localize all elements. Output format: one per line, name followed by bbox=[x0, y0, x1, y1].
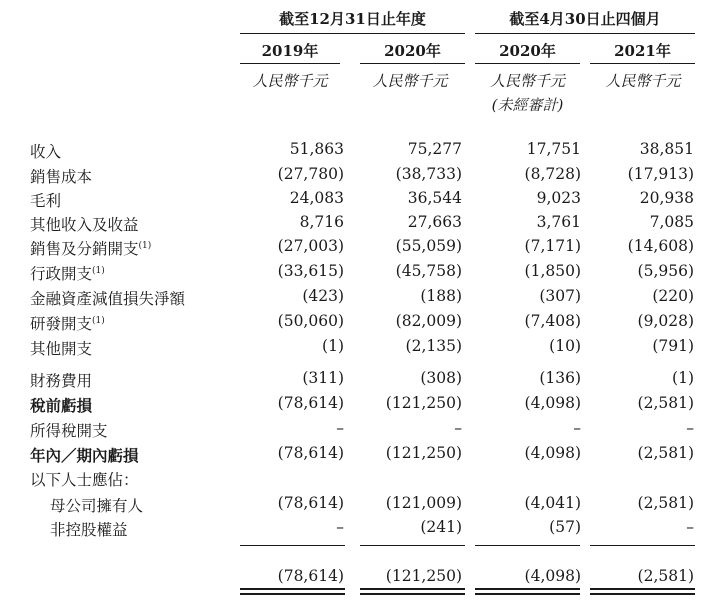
row-value-col-4: 20,938 bbox=[639, 189, 694, 207]
row-value-col-2: (308) bbox=[420, 369, 462, 387]
row-value-col-1: (27,003) bbox=[277, 237, 344, 255]
row-value-col-3: (10) bbox=[549, 337, 581, 355]
row-value-col-4: (791) bbox=[652, 337, 694, 355]
row-value-col-3: (7,171) bbox=[524, 237, 581, 255]
total-double-rule-3 bbox=[475, 588, 580, 595]
row-value-col-3: (307) bbox=[539, 287, 581, 305]
row-value-col-2: (55,059) bbox=[395, 237, 462, 255]
year-col-4: 2021年 bbox=[614, 42, 671, 60]
row-value-col-2: (82,009) bbox=[395, 312, 462, 330]
year-rule-4 bbox=[590, 63, 695, 64]
row-label bbox=[50, 494, 143, 516]
row-label-text: 金融資產減值損失淨額 bbox=[30, 290, 186, 308]
row-value-col-3: (1,850) bbox=[524, 262, 581, 280]
row-value-col-3: (8,728) bbox=[524, 165, 581, 183]
row-value-col-2: (45,758) bbox=[395, 262, 462, 280]
row-label bbox=[30, 189, 61, 211]
row-value-col-3: (136) bbox=[539, 369, 581, 387]
year-col-3: 2020年 bbox=[499, 42, 556, 60]
row-value-col-2: (121,009) bbox=[385, 494, 462, 512]
row-label-text: 非控股權益 bbox=[50, 521, 128, 539]
row-label-text: 銷售及分銷開支 bbox=[30, 240, 139, 258]
row-label-text: 以下人士應佔： bbox=[30, 471, 139, 489]
total-value-col-3: (4,098) bbox=[524, 567, 581, 585]
unaudited-note: (未經審計) bbox=[491, 96, 564, 114]
row-label-text: 年內／期內虧損 bbox=[30, 446, 139, 465]
row-value-col-1: (311) bbox=[302, 369, 344, 387]
row-value-col-3: (4,098) bbox=[524, 444, 581, 462]
row-footnote-marker: (1) bbox=[92, 315, 105, 326]
row-value-col-3: 9,023 bbox=[536, 189, 581, 207]
row-label bbox=[30, 369, 92, 391]
year-col-1: 2019年 bbox=[261, 42, 319, 60]
row-label-text: 研發開支 bbox=[30, 315, 93, 333]
row-label-text: 其他收入及收益 bbox=[30, 216, 139, 234]
total-double-rule-1 bbox=[240, 588, 345, 595]
year-rule-3 bbox=[475, 63, 580, 64]
row-value-col-1: – bbox=[336, 419, 344, 437]
row-value-col-4: (2,581) bbox=[637, 394, 694, 412]
row-value-col-1: 24,083 bbox=[289, 189, 344, 207]
group-header-four-months-rule bbox=[475, 33, 695, 34]
total-double-rule-4 bbox=[590, 588, 695, 595]
row-label-text: 母公司擁有人 bbox=[50, 497, 144, 515]
row-label bbox=[30, 213, 139, 235]
row-value-col-4: – bbox=[686, 419, 694, 437]
row-label bbox=[30, 394, 92, 416]
unit-col-3: 人民幣千元 bbox=[489, 72, 565, 90]
row-value-col-3: (4,098) bbox=[524, 394, 581, 412]
row-value-col-3: (57) bbox=[549, 518, 581, 536]
total-value-col-4: (2,581) bbox=[637, 567, 694, 585]
group-header-four-months: 截至4月30日止四個月 bbox=[509, 10, 661, 28]
row-value-col-2: (121,250) bbox=[385, 444, 462, 462]
row-value-col-4: (1) bbox=[672, 369, 694, 387]
row-value-col-3: 3,761 bbox=[536, 213, 581, 231]
row-value-col-1: (50,060) bbox=[277, 312, 344, 330]
row-value-col-1: (1) bbox=[322, 337, 344, 355]
row-label bbox=[30, 419, 108, 441]
row-label-text: 所得稅開支 bbox=[30, 422, 108, 440]
row-label bbox=[30, 337, 92, 359]
row-value-col-4: (2,581) bbox=[637, 494, 694, 512]
row-label-text: 財務費用 bbox=[30, 372, 93, 390]
row-label-text: 稅前虧損 bbox=[30, 396, 93, 415]
pre-total-rule-4 bbox=[590, 545, 695, 546]
row-label bbox=[30, 287, 185, 309]
row-value-col-4: (17,913) bbox=[627, 165, 694, 183]
row-value-col-2: 27,663 bbox=[407, 213, 462, 231]
unit-col-2: 人民幣千元 bbox=[372, 72, 448, 90]
row-value-col-4: 7,085 bbox=[649, 213, 694, 231]
group-header-full-year: 截至12月31日止年度 bbox=[279, 10, 426, 28]
row-value-col-2: (188) bbox=[420, 287, 462, 305]
row-value-col-2: (241) bbox=[420, 518, 462, 536]
row-label-text: 收入 bbox=[30, 143, 62, 161]
row-value-col-1: (78,614) bbox=[277, 394, 344, 412]
row-value-col-1: – bbox=[336, 518, 344, 536]
row-footnote-marker: (1) bbox=[138, 240, 152, 251]
row-label-text: 行政開支 bbox=[30, 265, 93, 283]
row-label-text: 銷售成本 bbox=[30, 168, 93, 186]
unit-col-4: 人民幣千元 bbox=[605, 72, 681, 90]
row-label-text: 毛利 bbox=[30, 192, 62, 210]
total-value-col-2: (121,250) bbox=[385, 567, 462, 585]
year-rule-2 bbox=[360, 63, 465, 64]
row-value-col-1: (33,615) bbox=[277, 262, 344, 280]
row-value-col-4: (220) bbox=[652, 287, 694, 305]
pre-total-rule-1 bbox=[240, 545, 345, 546]
group-header-full-year-rule bbox=[240, 33, 465, 34]
row-value-col-2: (121,250) bbox=[385, 394, 462, 412]
row-label bbox=[30, 237, 151, 259]
row-value-col-1: 8,716 bbox=[299, 213, 344, 231]
row-value-col-1: (78,614) bbox=[277, 494, 344, 512]
unit-col-1: 人民幣千元 bbox=[252, 72, 328, 90]
pre-total-rule-3 bbox=[475, 545, 580, 546]
row-label bbox=[30, 312, 105, 334]
row-value-col-3: 17,751 bbox=[526, 140, 581, 158]
row-value-col-2: 75,277 bbox=[407, 140, 462, 158]
row-label bbox=[30, 140, 61, 162]
year-rule-1 bbox=[240, 63, 340, 64]
pre-total-rule-2 bbox=[360, 545, 465, 546]
row-value-col-2: 36,544 bbox=[407, 189, 462, 207]
row-value-col-2: (2,135) bbox=[405, 337, 462, 355]
row-label bbox=[50, 518, 128, 540]
row-label-text: 其他開支 bbox=[30, 340, 93, 358]
row-footnote-marker: (1) bbox=[92, 265, 105, 276]
row-value-col-4: 38,851 bbox=[639, 140, 694, 158]
row-value-col-4: (14,608) bbox=[627, 237, 694, 255]
row-value-col-4: (9,028) bbox=[637, 312, 694, 330]
row-label bbox=[30, 262, 105, 284]
row-value-col-2: – bbox=[454, 419, 462, 437]
row-value-col-1: (423) bbox=[302, 287, 344, 305]
row-value-col-3: – bbox=[573, 419, 581, 437]
row-value-col-4: – bbox=[686, 518, 694, 536]
row-value-col-1: 51,863 bbox=[289, 140, 344, 158]
total-value-col-1: (78,614) bbox=[277, 567, 344, 585]
row-value-col-1: (27,780) bbox=[277, 165, 344, 183]
row-value-col-3: (7,408) bbox=[524, 312, 581, 330]
row-value-col-4: (2,581) bbox=[637, 444, 694, 462]
row-value-col-1: (78,614) bbox=[277, 444, 344, 462]
year-col-2: 2020年 bbox=[384, 42, 441, 60]
row-value-col-2: (38,733) bbox=[395, 165, 462, 183]
row-label bbox=[30, 444, 139, 466]
row-label bbox=[30, 165, 92, 187]
row-value-col-4: (5,956) bbox=[637, 262, 694, 280]
row-value-col-3: (4,041) bbox=[524, 494, 581, 512]
row-label bbox=[30, 468, 139, 490]
total-double-rule-2 bbox=[360, 588, 465, 595]
